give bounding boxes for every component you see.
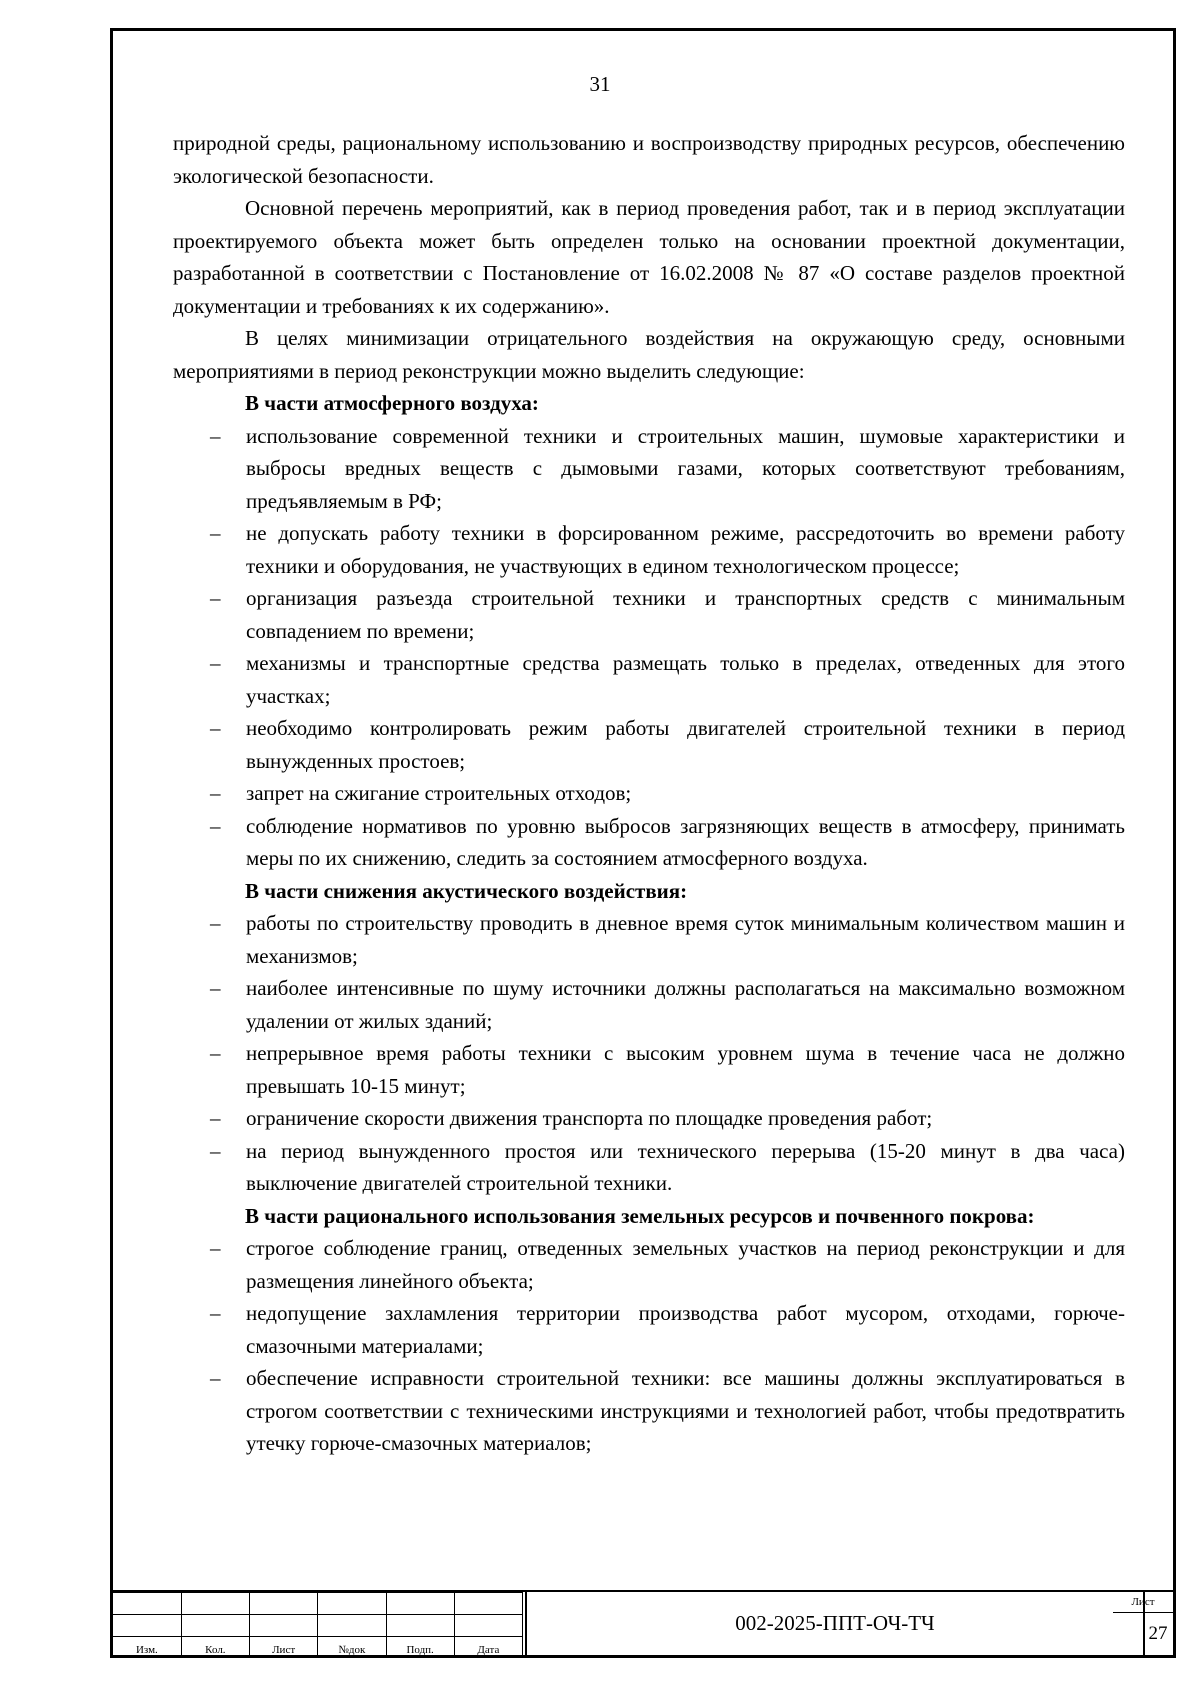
dash-bullet: – [210, 1236, 221, 1260]
paragraph: В целях минимизации отрицательного воздействия на окружающую среду, основными мероприятиями в период реконструкции можно выделить следующие: [173, 326, 1125, 383]
page-number: 31 [589, 72, 611, 96]
list-item: – механизмы и транспортные средства размещать только в пределах, отведенных для этого участках; [173, 647, 1125, 712]
noise-measures-list [173, 907, 1125, 1200]
paragraph: природной среды, рациональному использованию и воспроизводству природных ресурсов, обеспечению экологической безопасности. [173, 131, 1125, 188]
label-podp: Подп. [386, 1637, 454, 1657]
section-heading-air: В части атмосферного воздуха: [245, 391, 539, 415]
label-izm: Изм. [113, 1637, 181, 1657]
label-data: Дата [454, 1637, 522, 1657]
list-item: – запрет на сжигание строительных отходов; [173, 777, 1125, 810]
revision-table [113, 1592, 523, 1656]
dash-bullet: – [210, 521, 221, 545]
dash-bullet: – [210, 1041, 221, 1065]
dash-bullet: – [210, 651, 221, 675]
list-item: – на период вынужденного простоя или технического перерыва (15-20 минут в два часа) выключение двигателей строительной техники. [173, 1135, 1125, 1200]
dash-bullet: – [210, 911, 221, 935]
dash-bullet: – [210, 1106, 221, 1130]
paragraph: Основной перечень мероприятий, как в период проведения работ, так и в период эксплуатации проектируемого объекта может быть определен только на основании проектной документации, разработанной в соответствии с Постановление от 16.02.2008 № 87 «О составе разделов проектной документации и требованиях к их содержанию». [173, 196, 1125, 318]
document-body [173, 127, 1125, 1460]
list-item: – строгое соблюдение границ, отведенных земельных участков на период реконструкции и для размещения линейного объекта; [173, 1232, 1125, 1297]
dash-bullet: – [210, 1366, 221, 1390]
dash-bullet: – [210, 423, 221, 448]
section-heading-noise: В части снижения акустического воздействия: [245, 878, 688, 903]
sheet-label: Лист [1113, 1592, 1173, 1613]
label-ndok: №док [318, 1637, 386, 1657]
dash-bullet: – [210, 976, 221, 1000]
dash-bullet: – [210, 1301, 221, 1325]
label-kol: Кол. [181, 1637, 249, 1657]
dash-bullet: – [210, 716, 221, 740]
list-item: – работы по строительству проводить в дневное время суток минимальным количеством машин и механизмов; [173, 907, 1125, 972]
dash-bullet: – [210, 586, 221, 610]
list-item: – организация разъезда строительной техники и транспортных средств с минимальным совпадением по времени; [173, 582, 1125, 647]
list-item: – ограничение скорости движения транспорта по площадке проведения работ; [173, 1102, 1125, 1135]
list-item: – недопущение захламления территории производства работ мусором, отходами, горюче-смазочными материалами; [173, 1297, 1125, 1362]
dash-bullet: – [210, 1138, 221, 1163]
label-list: Лист [250, 1637, 318, 1657]
section-heading-land: В части рационального использования земельных ресурсов и почвенного покрова: [245, 1203, 1035, 1228]
list-item: – наиболее интенсивные по шуму источники должны располагаться на максимально возможном удалении от жилых зданий; [173, 972, 1125, 1037]
air-measures-list [173, 420, 1125, 875]
list-item: – необходимо контролировать режим работы двигателей строительной техники в период вынужденных простоев; [173, 712, 1125, 777]
dash-bullet: – [210, 781, 221, 805]
land-measures-list [173, 1232, 1125, 1460]
list-item: – не допускать работу техники в форсированном режиме, рассредоточить во времени работу техники и оборудования, не участвующих в едином технологическом процессе; [173, 517, 1125, 582]
title-block-stamp [113, 1590, 1173, 1655]
list-item: – соблюдение нормативов по уровню выбросов загрязняющих веществ в атмосферу, принимать меры по их снижению, следить за состоянием атмосферного воздуха. [173, 810, 1125, 875]
list-item: – непрерывное время работы техники с высоким уровнем шума в течение часа не должно превышать 10-15 минут; [173, 1037, 1125, 1102]
sheet-box [1131, 1592, 1172, 1613]
list-item: – использование современной техники и строительных машин, шумовые характеристики и выбросы вредных веществ с дымовыми газами, которых соответствуют требованиям, предъявляемым в РФ; [173, 420, 1125, 518]
sheet-number: 27 [1148, 1623, 1168, 1644]
dash-bullet: – [210, 813, 221, 838]
list-item: – обеспечение исправности строительной техники: все машины должны эксплуатироваться в строгом соответствии с техническими инструкциями и технологией работ, чтобы предотвратить утечку горюче-смазочных материалов; [173, 1362, 1125, 1460]
document-code: 002-2025-ППТ-ОЧ-ТЧ [525, 1592, 1145, 1655]
